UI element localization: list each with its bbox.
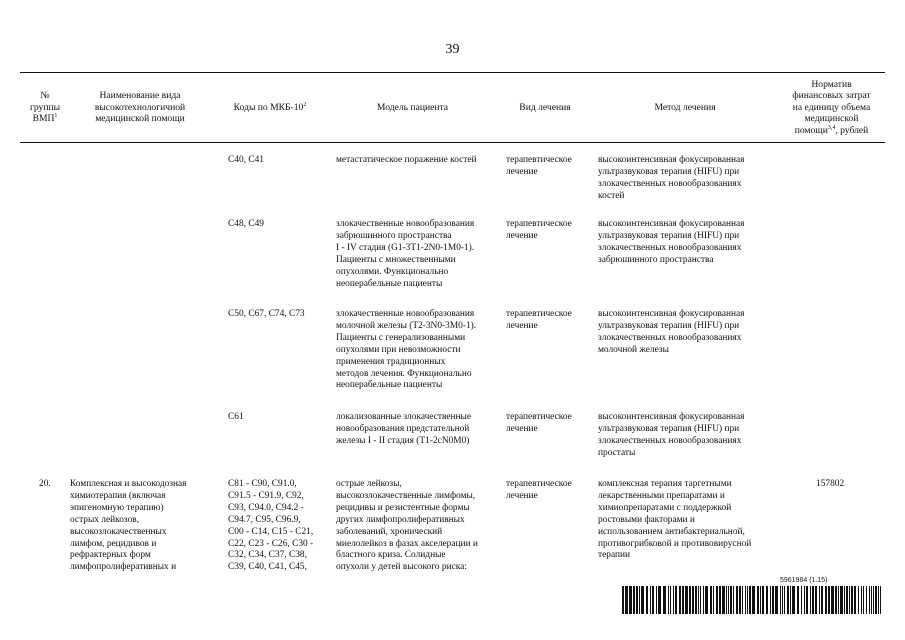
row-5-group-number: 20. (39, 479, 51, 489)
header-patient-model: Модель пациента (376, 101, 449, 113)
row-2-treatment-method: высокоинтенсивная фокусированная ультразвуковая терапия (HIFU) при злокачественных новообразованиях забрюшинного пространства (598, 219, 745, 265)
row-2-codes: C48, C49 (228, 219, 264, 229)
row-1-patient-model: метастатическое поражение костей (336, 155, 477, 165)
header-treatment-type: Вид лечения (519, 101, 571, 113)
row-4-treatment-type: терапевтическое лечение (506, 412, 572, 434)
row-2-treatment-type: терапевтическое лечение (506, 219, 572, 241)
header-care-type: Наименование вида высокотехнологичной медицинской помощи (94, 90, 186, 125)
row-5-patient-model: острые лейкозы, высокозлокачественные лимфомы, рецидивы и резистентные формы других лимфопролиферативных заболеваний, хронический миелолейкоз в фазах акселерации и бластного криза. Солидные опухоли у детей высокого риска: (336, 479, 478, 573)
row-3-codes: C50, C67, C74, C73 (228, 309, 305, 319)
header-group-number: № группы ВМП$^1$ (29, 90, 61, 125)
header-cost-standard: Норматив финансовых затрат на единицу объема медицинской помощи$^{3,4}$, рублей (792, 78, 871, 136)
row-3-patient-model: злокачественные новообразования молочной железы (T2-3N0-3M0-1). Пациенты с генерализованными опухолями при невозможности применения традиционных методов лечения. Функционально неоперабельные пациенты (336, 309, 477, 391)
row-5-treatment-method: комплексная терапия таргетными лекарственными препаратами и химиопрепаратами с поддержкой ростовыми факторами и использованием антибактериальной, противогрибковой и противовирусной терапии (598, 479, 752, 561)
row-3-treatment-type: терапевтическое лечение (506, 309, 572, 331)
row-4-patient-model: локализованные злокачественные новообразования предстательной железы I - II стадия (T1-2cN0M0) (336, 412, 472, 446)
row-5-treatment-type: терапевтическое лечение (506, 479, 572, 501)
row-2-patient-model: злокачественные новообразования забрюшинного пространства I - IV стадия (G1-3T1-2N0-1M0-1). Пациенты с множественными опухолями. Функционально неоперабельные пациенты (336, 219, 475, 289)
row-4-treatment-method: высокоинтенсивная фокусированная ультразвуковая терапия (HIFU) при злокачественных новообразованиях простаты (598, 412, 745, 458)
page-number: 39 (445, 42, 460, 57)
row-5-cost: 157802 (816, 479, 845, 489)
row-5-care-type: Комплексная и высокодозная химиотерапия (включая эпигеномную терапию) острых лейкозов, высокозлокачественных лимфом, рецидивов и рефрактерных форм лимфопролиферативных и (70, 479, 187, 573)
row-1-codes: C40, C41 (228, 155, 264, 165)
table-header-rule (20, 142, 885, 143)
row-1-treatment-type: терапевтическое лечение (506, 155, 572, 177)
row-3-treatment-method: высокоинтенсивная фокусированная ультразвуковая терапия (HIFU) при злокачественных новообразованиях молочной железы (598, 309, 745, 355)
row-1-treatment-method: высокоинтенсивная фокусированная ультразвуковая терапия (HIFU) при злокачественных новообразованиях костей (598, 155, 745, 201)
row-5-codes: C81 - C90, C91.0, C91.5 - C91.9, C92, C93, C94.0, C94.2 - C94.7, C95, C96.9, C00 - C14, C15 - C21, C22, C23 - C26, C30 - C32, C34, C37, C38, C39, C40, C41, C45, (228, 479, 314, 573)
barcode-icon (622, 586, 884, 614)
row-4-codes: C61 (228, 412, 244, 422)
barcode-label: 5961984 (1.15) (780, 577, 828, 584)
header-treatment-method: Метод лечения (654, 101, 716, 113)
header-icd-codes: Коды по МКБ-$10^2$ (233, 101, 307, 113)
